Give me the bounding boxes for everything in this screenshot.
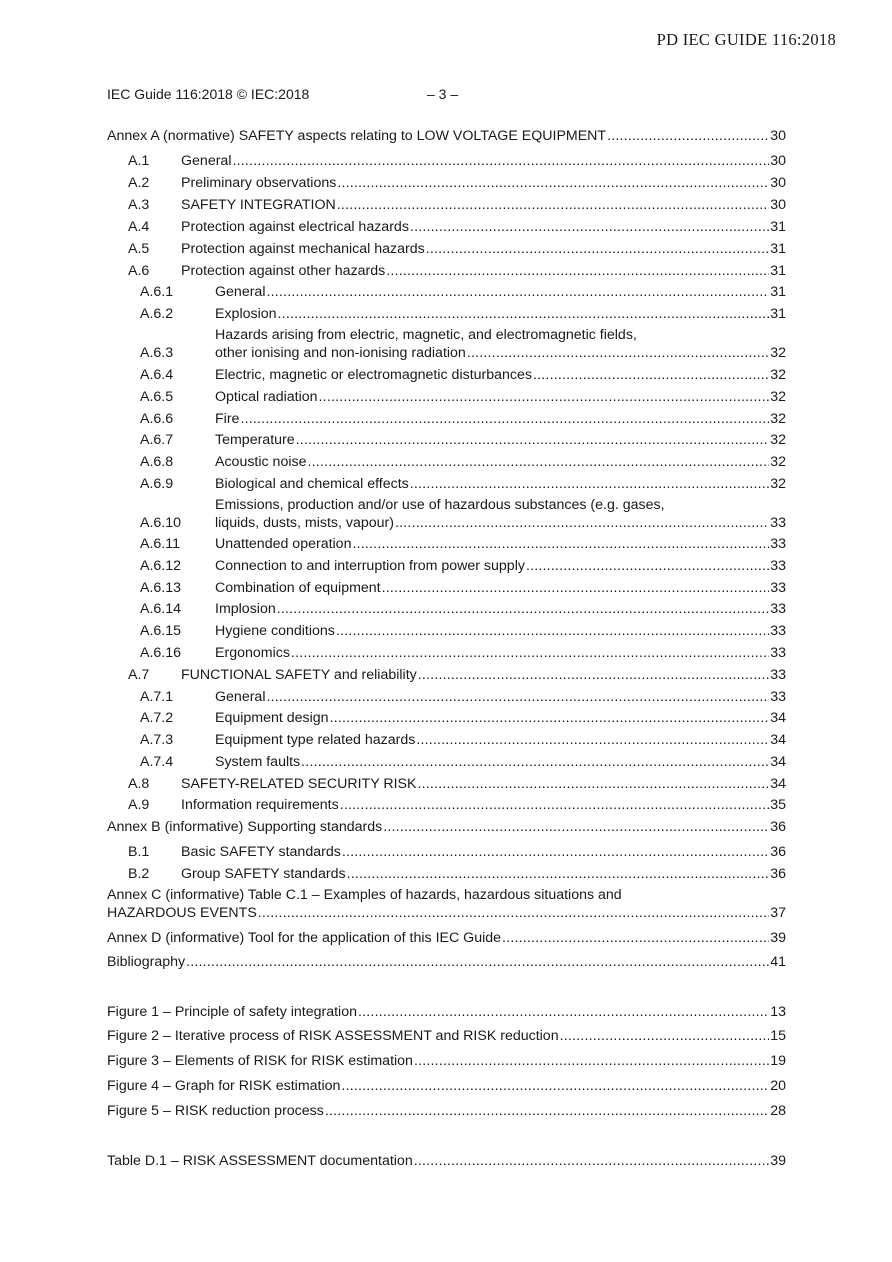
dot-leader xyxy=(341,1077,769,1095)
dot-leader xyxy=(382,579,770,597)
toc-entry[interactable] xyxy=(215,557,786,575)
dot-leader xyxy=(342,843,769,861)
toc-entry-text: Preliminary observations xyxy=(181,175,337,191)
dot-leader xyxy=(533,366,769,384)
toc-page-number: 13 xyxy=(770,1004,786,1020)
dot-leader xyxy=(358,1003,769,1021)
toc-page-number: 33 xyxy=(770,645,786,661)
dot-leader xyxy=(337,196,769,214)
toc-entry[interactable] xyxy=(181,796,786,814)
toc-entry-text: Information requirements xyxy=(181,797,339,813)
toc-page-number: 33 xyxy=(770,580,786,596)
toc-number: A.1 xyxy=(128,153,150,169)
toc-entry[interactable] xyxy=(181,666,786,684)
toc-entry[interactable] xyxy=(215,305,786,323)
toc-entry[interactable] xyxy=(215,431,786,449)
toc-entry-text-line1: Annex C (informative) Table C.1 – Examples of hazards, hazardous situations and xyxy=(107,887,622,903)
toc-entry[interactable] xyxy=(215,709,786,727)
dot-leader xyxy=(266,688,769,706)
dot-leader xyxy=(307,453,769,471)
dot-leader xyxy=(467,344,769,362)
toc-entry-text: Temperature xyxy=(215,432,295,448)
toc-entry-text: Group SAFETY standards xyxy=(181,866,346,882)
toc-entry[interactable] xyxy=(215,579,786,597)
toc-entry[interactable] xyxy=(107,818,786,836)
toc-entry[interactable] xyxy=(215,453,786,471)
toc-page-number: 35 xyxy=(770,797,786,813)
toc-entry-text: Figure 4 – Graph for RISK estimation xyxy=(107,1078,341,1094)
toc-entry-text: System faults xyxy=(215,754,301,770)
toc-page-number: 34 xyxy=(770,776,786,792)
toc-page-number: 32 xyxy=(770,476,786,492)
toc-entry[interactable] xyxy=(107,904,786,922)
dot-leader xyxy=(278,305,770,323)
toc-entry[interactable] xyxy=(107,1077,786,1095)
toc-entry-text: Figure 1 – Principle of safety integration xyxy=(107,1004,357,1020)
toc-entry[interactable] xyxy=(215,514,786,532)
dot-leader xyxy=(560,1027,770,1045)
toc-entry[interactable] xyxy=(215,344,786,362)
toc-entry[interactable] xyxy=(215,644,786,662)
dot-leader xyxy=(258,904,769,922)
toc-entry-text: Bibliography xyxy=(107,954,186,970)
toc-page-number: 33 xyxy=(770,536,786,552)
toc-page-number: 31 xyxy=(770,219,786,235)
toc-number: A.3 xyxy=(128,197,150,213)
toc-page-number: 15 xyxy=(770,1028,786,1044)
dot-leader xyxy=(266,283,769,301)
toc-page-number: 30 xyxy=(770,197,786,213)
dot-leader xyxy=(386,262,769,280)
toc-entry-text: Hygiene conditions xyxy=(215,623,335,639)
toc-entry[interactable] xyxy=(215,535,786,553)
toc-entry[interactable] xyxy=(215,600,786,618)
toc-page-number: 39 xyxy=(770,1153,786,1169)
toc-entry[interactable] xyxy=(215,475,786,493)
toc-page-number: 32 xyxy=(770,367,786,383)
toc-page-number: 30 xyxy=(770,128,786,144)
toc-entry-text: HAZARDOUS EVENTS xyxy=(107,905,257,921)
toc-page-number: 36 xyxy=(770,819,786,835)
toc-entry[interactable] xyxy=(215,366,786,384)
dot-leader xyxy=(607,127,769,145)
toc-entry[interactable] xyxy=(181,196,786,214)
toc-page-number: 37 xyxy=(770,905,786,921)
dot-leader xyxy=(301,753,769,771)
toc-entry-text: Figure 2 – Iterative process of RISK ASSESSMENT and RISK reduction xyxy=(107,1028,559,1044)
toc-entry[interactable] xyxy=(181,174,786,192)
dot-leader xyxy=(347,865,770,883)
toc-entry-text: Annex B (informative) Supporting standards xyxy=(107,819,383,835)
dot-leader xyxy=(410,475,769,493)
dot-leader xyxy=(340,796,770,814)
toc-entry[interactable] xyxy=(107,1102,786,1120)
toc-entry-text: Optical radiation xyxy=(215,389,318,405)
toc-entry[interactable] xyxy=(181,218,786,236)
dot-leader xyxy=(418,666,769,684)
toc-entry[interactable] xyxy=(181,152,786,170)
toc-entry-text: FUNCTIONAL SAFETY and reliability xyxy=(181,667,417,683)
toc-number: A.6.10 xyxy=(140,515,182,531)
toc-page-number: 32 xyxy=(770,345,786,361)
toc-number: A.6.9 xyxy=(140,476,174,492)
toc-page-number: 30 xyxy=(770,153,786,169)
toc-entry-text: Protection against mechanical hazards xyxy=(181,241,425,257)
toc-page-number: 31 xyxy=(770,263,786,279)
toc-page-number: 34 xyxy=(770,732,786,748)
toc-number: A.6 xyxy=(128,263,150,279)
dot-leader xyxy=(240,410,769,428)
toc-entry-text: Unattended operation xyxy=(215,536,352,552)
dot-leader xyxy=(186,953,769,971)
toc-number: A.6.13 xyxy=(140,580,182,596)
dot-leader xyxy=(336,622,769,640)
toc-number: A.6.3 xyxy=(140,345,174,361)
toc-page-number: 19 xyxy=(770,1053,786,1069)
toc-entry-text: Electric, magnetic or electromagnetic disturbances xyxy=(215,367,532,383)
dot-leader xyxy=(325,1102,769,1120)
toc-number: A.6.14 xyxy=(140,601,182,617)
toc-page-number: 32 xyxy=(770,432,786,448)
toc-entry[interactable] xyxy=(107,929,786,947)
toc-entry-text: Acoustic noise xyxy=(215,454,307,470)
toc-entry[interactable] xyxy=(181,775,786,793)
toc-entry[interactable] xyxy=(215,688,786,706)
toc-entry[interactable] xyxy=(107,127,786,145)
toc-page-number: 32 xyxy=(770,411,786,427)
toc-number: A.2 xyxy=(128,175,150,191)
toc-entry[interactable] xyxy=(215,410,786,428)
toc-entry-text: Annex A (normative) SAFETY aspects relating to LOW VOLTAGE EQUIPMENT xyxy=(107,128,607,144)
toc-page-number: 32 xyxy=(770,454,786,470)
toc-number: A.6.6 xyxy=(140,411,174,427)
toc-number: A.4 xyxy=(128,219,150,235)
toc-entry-text: Basic SAFETY standards xyxy=(181,844,341,860)
dot-leader xyxy=(296,431,770,449)
toc-entry-text-line1: Hazards arising from electric, magnetic, and electromagnetic fields, xyxy=(215,327,637,343)
dot-leader xyxy=(319,388,770,406)
toc-entry[interactable] xyxy=(215,753,786,771)
toc-number: A.6.4 xyxy=(140,367,174,383)
toc-entry-text: liquids, dusts, mists, vapour) xyxy=(215,515,394,531)
toc-page-number: 20 xyxy=(770,1078,786,1094)
toc-number: A.6.1 xyxy=(140,284,174,300)
toc-entry-text: other ionising and non-ionising radiation xyxy=(215,345,466,361)
toc-page-number: 28 xyxy=(770,1103,786,1119)
dot-leader xyxy=(414,1152,770,1170)
toc-entry[interactable] xyxy=(215,622,786,640)
running-head: IEC Guide 116:2018 © IEC:2018 xyxy=(107,86,310,102)
toc-entry-text: Equipment design xyxy=(215,710,329,726)
dot-leader xyxy=(426,240,770,258)
dot-leader xyxy=(337,174,769,192)
toc-page-number: 33 xyxy=(770,558,786,574)
page-number: – 3 – xyxy=(427,86,459,102)
dot-leader xyxy=(232,152,769,170)
toc-entry-text: Figure 3 – Elements of RISK for RISK estimation xyxy=(107,1053,413,1069)
toc-entry-text: Ergonomics xyxy=(215,645,290,661)
toc-entry-text: Protection against electrical hazards xyxy=(181,219,409,235)
toc-number: A.6.12 xyxy=(140,558,182,574)
dot-leader xyxy=(417,775,769,793)
toc-number: B.2 xyxy=(128,866,150,882)
toc-number: A.7.1 xyxy=(140,689,174,705)
toc-number: A.5 xyxy=(128,241,150,257)
toc-entry[interactable] xyxy=(181,843,786,861)
toc-page-number: 36 xyxy=(770,844,786,860)
toc-number: A.7.3 xyxy=(140,732,174,748)
toc-entry-text: Protection against other hazards xyxy=(181,263,386,279)
toc-entry[interactable] xyxy=(215,388,786,406)
dot-leader xyxy=(352,535,769,553)
toc-number: A.7 xyxy=(128,667,150,683)
toc-page-number: 30 xyxy=(770,175,786,191)
toc-page-number: 34 xyxy=(770,710,786,726)
toc-page-number: 33 xyxy=(770,515,786,531)
toc-entry-text: General xyxy=(215,284,266,300)
toc-page-number: 36 xyxy=(770,866,786,882)
toc-page-number: 31 xyxy=(770,241,786,257)
toc-number: A.8 xyxy=(128,776,150,792)
toc-page-number: 34 xyxy=(770,754,786,770)
toc-entry-text: Figure 5 – RISK reduction process xyxy=(107,1103,324,1119)
toc-page-number: 33 xyxy=(770,689,786,705)
toc-entry[interactable] xyxy=(107,1052,786,1070)
toc-entry-text: General xyxy=(181,153,232,169)
toc-entry[interactable] xyxy=(107,1027,786,1045)
toc-page-number: 41 xyxy=(770,954,786,970)
dot-leader xyxy=(526,557,769,575)
toc-number: A.6.11 xyxy=(140,536,180,552)
toc-entry-text: Fire xyxy=(215,411,240,427)
toc-entry-text: SAFETY-RELATED SECURITY RISK xyxy=(181,776,417,792)
toc-page-number: 39 xyxy=(770,930,786,946)
toc-entry[interactable] xyxy=(107,1152,786,1170)
toc-entry-text: Connection to and interruption from power supply xyxy=(215,558,525,574)
toc-page-number: 33 xyxy=(770,667,786,683)
toc-entry-text-line1: Emissions, production and/or use of hazardous substances (e.g. gases, xyxy=(215,497,665,513)
dot-leader xyxy=(291,644,769,662)
toc-number: A.7.2 xyxy=(140,710,174,726)
toc-page-number: 31 xyxy=(770,306,786,322)
toc-page-number: 31 xyxy=(770,284,786,300)
toc-entry-text: Combination of equipment xyxy=(215,580,381,596)
toc-entry-text: Explosion xyxy=(215,306,277,322)
toc-number: A.6.7 xyxy=(140,432,174,448)
toc-entry-text: General xyxy=(215,689,266,705)
toc-number: A.6.5 xyxy=(140,389,174,405)
dot-leader xyxy=(383,818,769,836)
toc-entry-text: Equipment type related hazards xyxy=(215,732,416,748)
toc-entry[interactable] xyxy=(181,262,786,280)
toc-entry-text: Table D.1 – RISK ASSESSMENT documentation xyxy=(107,1153,413,1169)
toc-page-number: 33 xyxy=(770,601,786,617)
dot-leader xyxy=(416,731,769,749)
toc-page-number: 32 xyxy=(770,389,786,405)
toc-number: A.6.16 xyxy=(140,645,182,661)
toc-entry[interactable] xyxy=(215,283,786,301)
toc-entry-text: Implosion xyxy=(215,601,276,617)
dot-leader xyxy=(410,218,769,236)
toc-entry-text: Biological and chemical effects xyxy=(215,476,409,492)
toc-number: B.1 xyxy=(128,844,150,860)
toc-number: A.7.4 xyxy=(140,754,174,770)
toc-entry[interactable] xyxy=(181,240,786,258)
dot-leader xyxy=(330,709,770,727)
toc-entry-text: SAFETY INTEGRATION xyxy=(181,197,336,213)
toc-page-number: 33 xyxy=(770,623,786,639)
dot-leader xyxy=(277,600,769,618)
toc-number: A.6.15 xyxy=(140,623,182,639)
toc-number: A.6.8 xyxy=(140,454,174,470)
dot-leader xyxy=(395,514,769,532)
dot-leader xyxy=(414,1052,769,1070)
toc-entry-text: Annex D (informative) Tool for the application of this IEC Guide xyxy=(107,930,502,946)
toc-entry[interactable] xyxy=(107,953,786,971)
document-id: PD IEC GUIDE 116:2018 xyxy=(656,30,836,49)
toc-number: A.9 xyxy=(128,797,150,813)
toc-entry[interactable] xyxy=(215,731,786,749)
toc-entry[interactable] xyxy=(107,1003,786,1021)
toc-entry[interactable] xyxy=(181,865,786,883)
toc-number: A.6.2 xyxy=(140,306,174,322)
dot-leader xyxy=(502,929,769,947)
